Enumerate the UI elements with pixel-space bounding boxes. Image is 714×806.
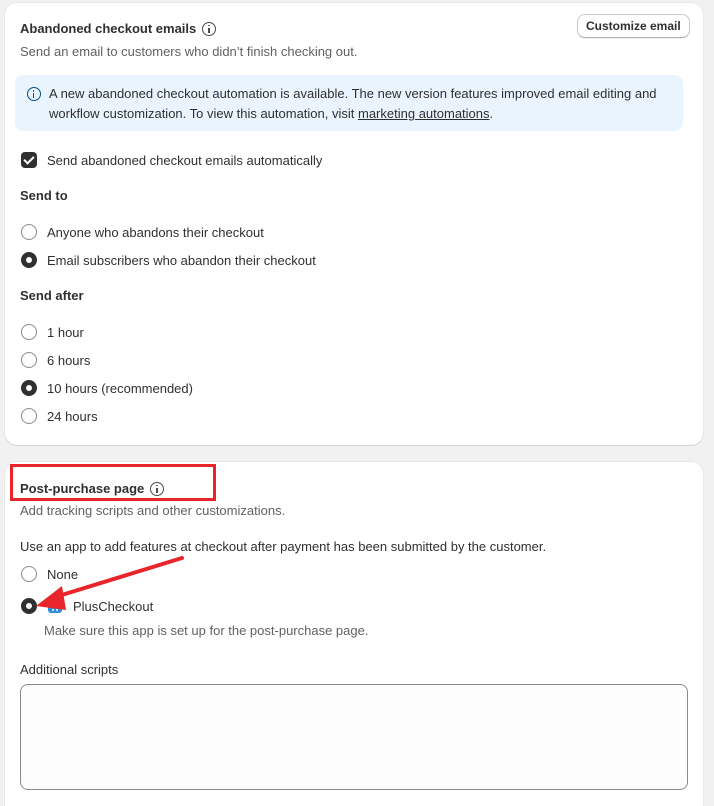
radio-label: None — [47, 566, 79, 582]
auto-send-checkbox[interactable] — [21, 152, 37, 168]
send-to-option-subscribers[interactable] — [21, 252, 316, 268]
info-icon[interactable] — [150, 482, 164, 496]
radio-button[interactable] — [21, 352, 37, 368]
post-purchase-header — [20, 481, 164, 496]
abandoned-checkout-subtitle: Send an email to customers who didn’t finish checking out. — [20, 44, 358, 59]
send-after-option-1h[interactable] — [21, 324, 84, 340]
customize-email-button[interactable]: Customize email — [577, 14, 690, 38]
radio-label: 10 hours (recommended) — [47, 380, 193, 396]
send-after-label: Send after — [20, 288, 84, 303]
automation-info-banner — [15, 75, 683, 131]
post-purchase-instruction: Use an app to add features at checkout after payment has been submitted by the customer. — [20, 539, 547, 554]
abandoned-checkout-title: Abandoned checkout emails — [20, 21, 197, 36]
radio-label: 24 hours — [47, 408, 98, 424]
banner-text-end: . — [489, 106, 494, 121]
radio-label: Email subscribers who abandon their checkout — [47, 252, 316, 268]
radio-button[interactable] — [21, 408, 37, 424]
radio-label: PlusCheckout — [73, 598, 154, 614]
auto-send-label: Send abandoned checkout emails automatically — [47, 152, 323, 168]
abandoned-checkout-header — [20, 21, 216, 36]
post-purchase-title: Post-purchase page — [20, 481, 145, 496]
app-help-text: Make sure this app is set up for the post-purchase page. — [44, 623, 369, 638]
radio-button[interactable] — [21, 324, 37, 340]
radio-label: Anyone who abandons their checkout — [47, 224, 264, 240]
post-purchase-subtitle: Add tracking scripts and other customizations. — [20, 503, 286, 518]
radio-label: 1 hour — [47, 324, 84, 340]
banner-text: A new abandoned checkout automation is available. The new version features improved email editing and workflow customization. To view this automation, visit — [49, 86, 657, 121]
send-after-option-24h[interactable] — [21, 408, 98, 424]
annotation-arrow — [0, 550, 200, 620]
radio-button-selected[interactable] — [21, 380, 37, 396]
send-after-option-10h[interactable] — [21, 380, 193, 396]
marketing-automations-link[interactable]: marketing automations — [358, 106, 490, 121]
info-icon[interactable] — [202, 22, 216, 36]
additional-scripts-label: Additional scripts — [20, 662, 119, 677]
radio-button[interactable] — [21, 224, 37, 240]
send-after-option-6h[interactable] — [21, 352, 90, 368]
radio-label: 6 hours — [47, 352, 91, 368]
auto-send-checkbox-row[interactable] — [21, 152, 322, 168]
info-circle-icon — [27, 87, 41, 101]
radio-button-selected[interactable] — [21, 252, 37, 268]
send-to-option-anyone[interactable] — [21, 224, 264, 240]
send-to-label: Send to — [20, 188, 68, 203]
additional-scripts-input[interactable] — [20, 684, 688, 790]
